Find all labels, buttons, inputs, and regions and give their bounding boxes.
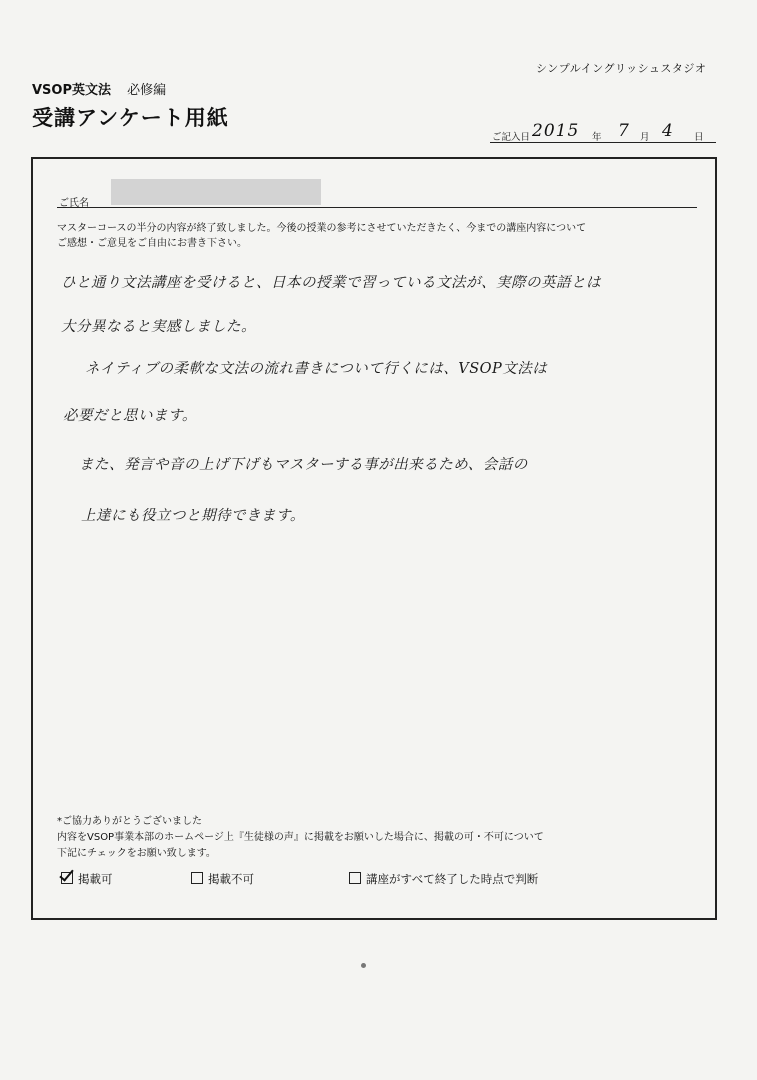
comment-line: 大分異なると実感しました。: [61, 319, 256, 335]
name-label: ご氏名: [59, 198, 89, 209]
checkbox-checked-icon[interactable]: [61, 872, 73, 884]
comment-line: 上達にも役立つと期待できます。: [81, 508, 305, 524]
checkbox-icon[interactable]: [349, 872, 361, 884]
thanks-note: *ご協力ありがとうございました: [57, 816, 202, 827]
date-field[interactable]: [490, 121, 716, 143]
comment-line: また、発言や音の上げ下げもマスターする事が出来るため、会話の: [79, 457, 528, 473]
option-label: 掲載可: [78, 872, 113, 886]
request-line: 内容をVSOP事業本部のホームページ上『生徒様の声』に掲載をお願いした場合に、掲載の可・不可について: [57, 832, 544, 843]
studio-name: シンプルイングリッシュスタジオ: [536, 62, 707, 75]
date-year-unit: 年: [592, 132, 602, 143]
instructions: [57, 221, 697, 251]
form-title: 受講アンケート用紙: [32, 106, 229, 130]
date-label: ご記入日: [492, 132, 531, 143]
option-publish-ng[interactable]: [191, 871, 254, 887]
option-decide-later[interactable]: [349, 871, 538, 887]
name-field[interactable]: [57, 179, 697, 208]
course-label: [32, 79, 166, 98]
option-publish-ok[interactable]: [61, 871, 113, 887]
option-label: 講座がすべて終了した時点で判断: [366, 872, 539, 886]
name-redaction: [111, 179, 321, 205]
comment-line: ネイティブの柔軟な文法の流れ書きについて行くには、VSOP文法は: [85, 361, 548, 377]
scan-speck: [361, 963, 366, 968]
footer-notes: [57, 814, 697, 862]
date-day: 4: [662, 121, 674, 141]
course-edition: 必修編: [127, 83, 167, 98]
request-line: 下記にチェックをお願い致します。: [57, 848, 216, 859]
comment-line: ひと通り文法講座を受けると、日本の授業で習っている文法が、実際の英語とは: [61, 275, 601, 291]
option-label: 掲載不可: [208, 872, 254, 886]
date-day-unit: 日: [694, 132, 704, 143]
permission-options: [57, 871, 677, 891]
date-year: 2015: [532, 121, 580, 141]
date-month: 7: [618, 121, 630, 141]
date-month-unit: 月: [640, 132, 650, 143]
survey-form: [31, 157, 717, 920]
instruction-line: ご感想・ご意見をご自由にお書き下さい。: [57, 238, 247, 249]
comment-line: 必要だと思います。: [63, 408, 197, 424]
instruction-line: マスターコースの半分の内容が終了致しました。今後の授業の参考にさせていただきたく、今までの講座内容について: [57, 223, 587, 234]
checkbox-icon[interactable]: [191, 872, 203, 884]
course-name: VSOP英文法: [32, 83, 112, 98]
